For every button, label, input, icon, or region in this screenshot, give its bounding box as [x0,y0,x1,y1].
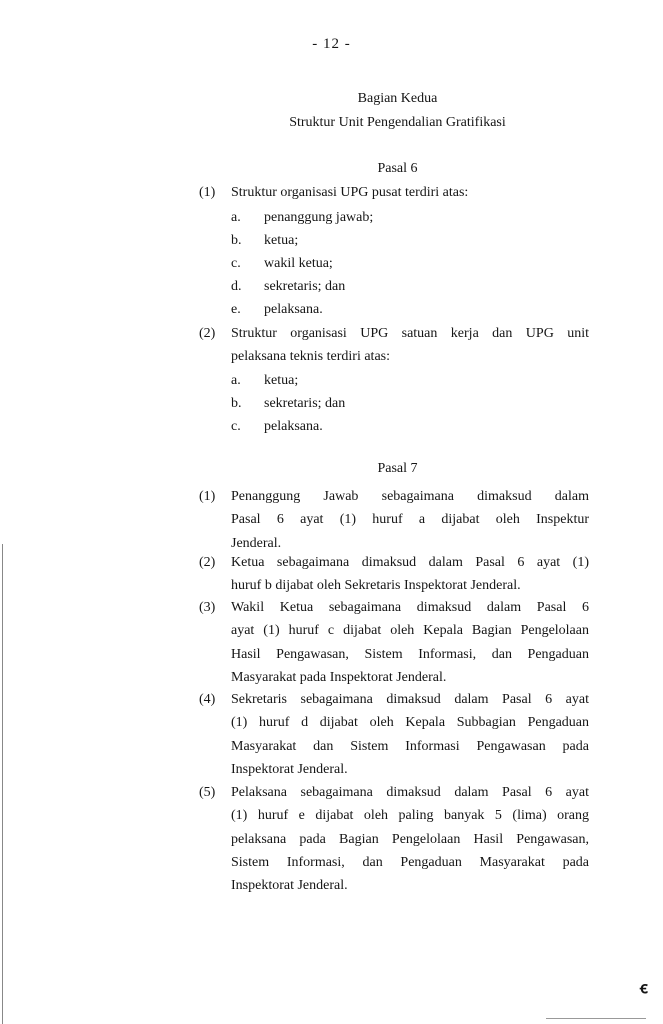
text-line: Pasal 6 ayat (1) huruf a dijabat oleh Inspektur [231,512,589,528]
sub-item-text: sekretaris; dan [264,396,346,411]
pasal-7-item-text [231,781,589,897]
text-line: Struktur organisasi UPG pusat terdiri atas: [231,185,469,200]
section-heading: Bagian Kedua [357,91,438,106]
text-line: pelaksana teknis terdiri atas: [231,349,390,365]
text-line: Masyarakat pada Inspektorat Jenderal. [231,669,447,685]
text-line: Struktur organisasi UPG satuan kerja dan UPG unit [231,326,589,341]
paraf-mark: ꞓ [640,980,648,997]
scan-edge-line [2,544,3,1024]
text-line: Jenderal. [231,535,282,551]
pasal-7-heading: Pasal 7 [377,461,418,476]
text-line: Masyarakat dan Sistem Informasi Pengawasan pada [231,738,589,754]
pasal-7-item-text [231,551,589,598]
sub-item-text: wakil ketua; [264,256,333,271]
sub-item-text: sekretaris; dan [264,279,346,294]
text-line: Hasil Pengawasan, Sistem Informasi, dan Pengaduan [231,646,589,662]
sub-item-text: penanggung jawab; [264,210,374,225]
text-line: Penanggung Jawab sebagaimana dimaksud dalam [231,489,589,504]
text-line: huruf b dijabat oleh Sekretaris Inspektorat Jenderal. [231,578,521,594]
text-line: Sekretaris sebagaimana dimaksud dalam Pasal 6 ayat [231,692,589,707]
pasal-6-item-number: (1) [199,185,216,200]
text-line: pelaksana pada Bagian Pengelolaan Hasil Pengawasan, [231,831,589,847]
sub-item-letter: b. [231,233,242,248]
pasal-6-item-number: (2) [199,326,216,341]
sub-item-letter: c. [231,256,241,271]
sub-item-text: pelaksana. [264,302,323,317]
text-line: (1) huruf d dijabat oleh Kepala Subbagian Pengaduan [231,715,589,731]
sub-item-text: ketua; [264,373,299,388]
pasal-7-item-text [231,485,589,555]
footer-rule [546,1018,646,1019]
sub-item-letter: d. [231,279,242,294]
pasal-7-item-text [231,688,589,781]
sub-item-text: pelaksana. [264,419,323,434]
text-line: Pelaksana sebagaimana dimaksud dalam Pasal 6 ayat [231,785,589,800]
pasal-7-item-number: (2) [199,555,216,570]
text-line: Ketua sebagaimana dimaksud dalam Pasal 6 ayat (1) [231,555,589,570]
pasal-6-heading: Pasal 6 [377,161,418,176]
section-title: Struktur Unit Pengendalian Gratifikasi [289,115,506,130]
pasal-6-item-text [231,322,589,369]
pasal-7-item-text [231,596,589,689]
sub-item-text: ketua; [264,233,299,248]
sub-item-letter: e. [231,302,241,317]
pasal-6-item-text [231,181,589,204]
text-line: ayat (1) huruf c dijabat oleh Kepala Bagian Pengelolaan [231,623,589,639]
pasal-7-item-number: (1) [199,489,216,504]
pasal-7-item-number: (5) [199,785,216,800]
pasal-7-item-number: (4) [199,692,216,707]
sub-item-letter: b. [231,396,242,411]
sub-item-letter: a. [231,373,241,388]
page-number: - 12 - [312,36,351,52]
text-line: Inspektorat Jenderal. [231,878,348,894]
sub-item-letter: a. [231,210,241,225]
text-line: (1) huruf e dijabat oleh paling banyak 5 (lima) orang [231,808,589,824]
text-line: Inspektorat Jenderal. [231,761,348,777]
pasal-7-item-number: (3) [199,600,216,615]
text-line: Sistem Informasi, dan Pengaduan Masyarakat pada [231,854,589,870]
text-line: Wakil Ketua sebagaimana dimaksud dalam Pasal 6 [231,600,589,615]
sub-item-letter: c. [231,419,241,434]
